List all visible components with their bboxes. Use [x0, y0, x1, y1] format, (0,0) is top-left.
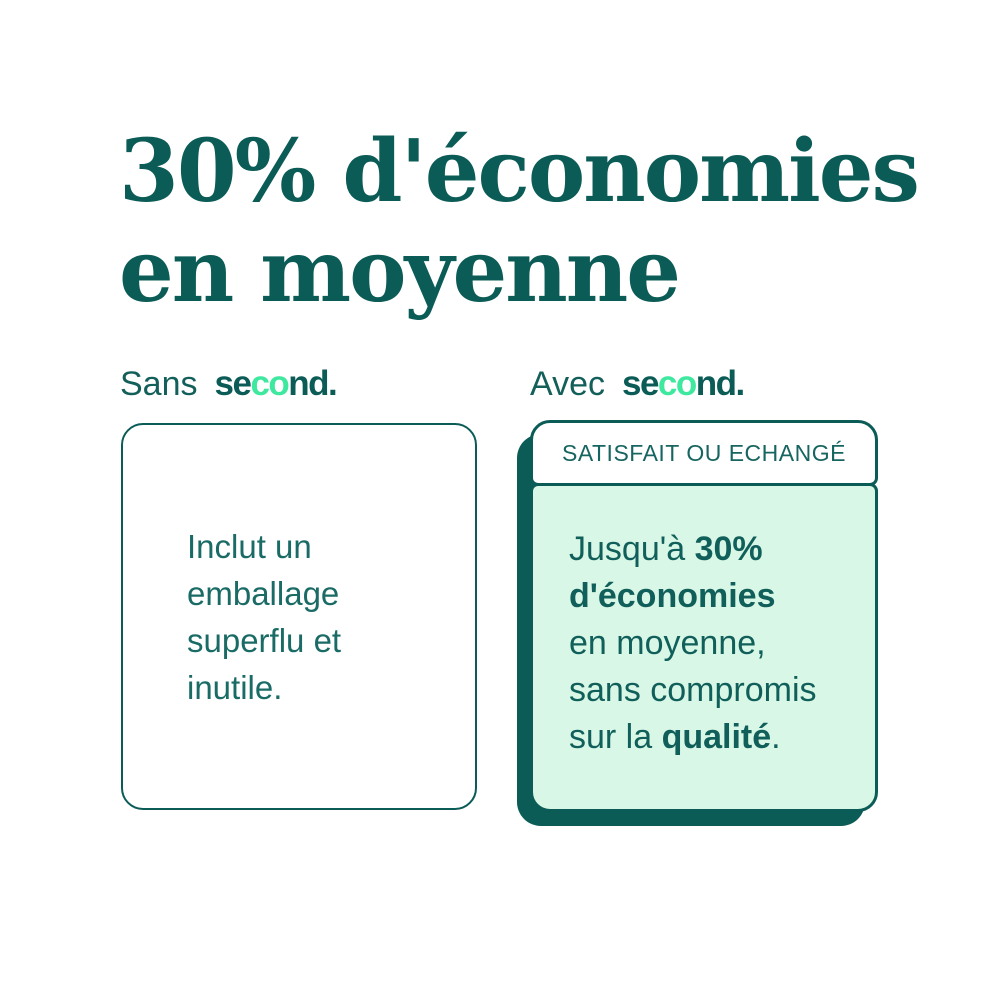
without-label: Sans	[120, 365, 198, 403]
with-card-text	[569, 526, 819, 761]
brand-logo-post: nd.	[288, 364, 337, 403]
with-card	[530, 420, 878, 812]
with-card-text-seg1: Jusqu'à	[569, 530, 695, 568]
brand-logo-pre: se	[214, 364, 251, 403]
column-label-with	[530, 364, 744, 404]
brand-logo	[622, 364, 744, 404]
with-card-text-seg3: en moyenne, sans compromis sur la	[569, 624, 817, 756]
with-card-body	[530, 483, 878, 812]
column-label-without	[120, 364, 336, 404]
brand-logo-pre: se	[621, 364, 658, 403]
without-card-text: Inclut un emballage superflu et inutile.	[187, 527, 342, 706]
with-card-text-seg5: .	[771, 718, 781, 756]
without-card	[121, 423, 477, 810]
guarantee-badge-text: SATISFAIT OU ECHANGÉ	[562, 439, 846, 466]
brand-logo	[215, 364, 337, 404]
page-title-line1: 30% d'économies	[119, 121, 918, 222]
brand-logo-mid: co	[250, 364, 289, 403]
brand-logo-mid: co	[657, 364, 696, 403]
with-card-text-highlight-quality: qualité	[661, 718, 772, 756]
with-label: Avec	[530, 365, 605, 403]
brand-logo-post: nd.	[695, 364, 744, 403]
with-card-text-highlight-savings: 30% d'économies	[569, 530, 776, 615]
page-title-line2: en moyenne	[119, 221, 679, 322]
guarantee-badge	[530, 420, 878, 486]
page-title	[119, 122, 918, 322]
